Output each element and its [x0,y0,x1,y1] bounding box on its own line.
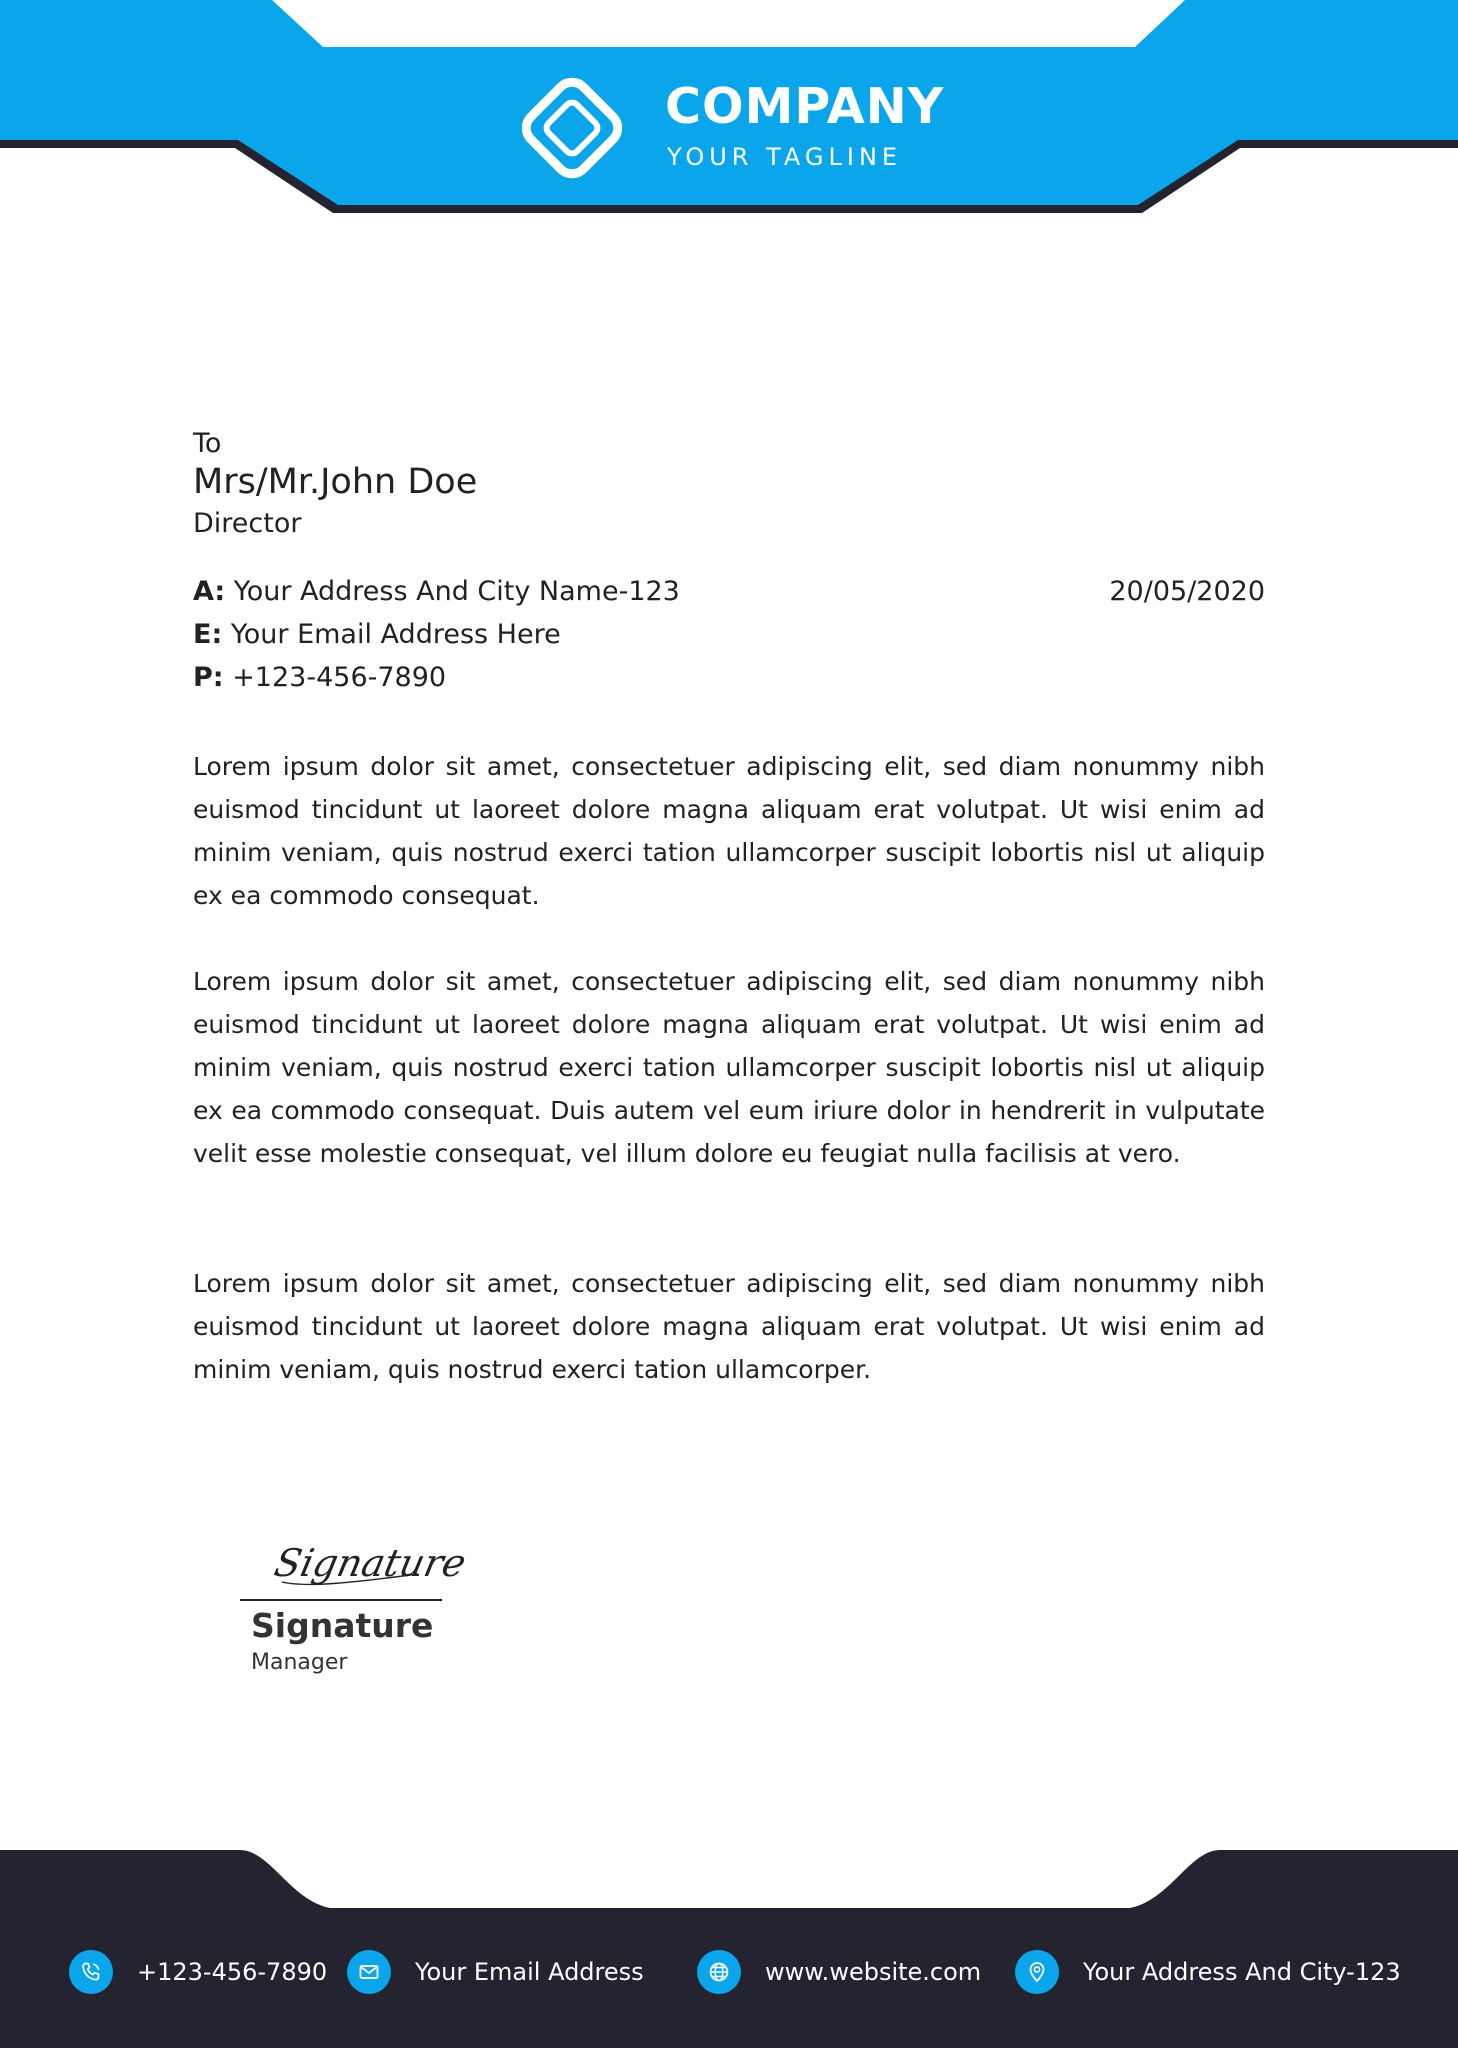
signer-name: Signature [251,1606,434,1645]
letter-date: 20/05/2020 [1109,576,1265,607]
address-value: Your Address And City Name-123 [233,576,680,607]
map-pin-icon [1015,1950,1059,1994]
footer-email-text: Your Email Address [415,1958,644,1986]
phone-icon [69,1950,113,1994]
footer-phone[interactable] [69,1950,327,1994]
footer-band [0,1850,1458,2048]
company-name: COMPANY [665,78,945,135]
globe-icon [697,1950,741,1994]
rounded-diamond-icon [510,66,634,190]
body-paragraph: Lorem ipsum dolor sit amet, consectetuer adipiscing elit, sed diam nonummy nibh euismod tincidunt ut laoreet dolore magna aliquam erat volutpat. Ut wisi enim ad minim veniam, quis nostrud exerci tation ullamcorper suscipit lobortis nisl ut aliquip ex ea commodo consequat. Duis autem vel eum iriure dolor in hendrerit in vulputate velit esse molestie consequat, vel illum dolore eu feugiat nulla facilisis at vero. [193,967,1265,1168]
contact-phone [193,662,446,693]
body-paragraph: Lorem ipsum dolor sit amet, consectetuer adipiscing elit, sed diam nonummy nibh euismod tincidunt ut laoreet dolore magna aliquam erat volutpat. Ut wisi enim ad minim veniam, quis nostrud exerci tation ullamcorper. [193,1269,1265,1384]
email-value: Your Email Address Here [230,619,561,650]
signer-role: Manager [251,1650,348,1675]
phone-value: +123-456-7890 [232,662,447,693]
company-tagline: YOUR TAGLINE [667,143,903,171]
footer-white-notch [240,1850,1218,1906]
recipient-title: Director [193,508,302,539]
svg-text:Signature: Signature [270,1541,470,1586]
footer-address[interactable] [1015,1950,1401,1994]
address-key: A: [193,576,226,607]
email-key: E: [193,619,223,650]
footer-address-text: Your Address And City-123 [1083,1958,1401,1986]
footer-website-text: www.website.com [765,1958,982,1986]
handwritten-signature [268,1522,470,1598]
phone-key: P: [193,662,224,693]
footer-email[interactable] [347,1950,644,1994]
footer-phone-text: +123-456-7890 [137,1958,328,1986]
signature-line [240,1599,442,1601]
recipient-name: Mrs/Mr.John Doe [193,462,478,502]
body-paragraph: Lorem ipsum dolor sit amet, consectetuer adipiscing elit, sed diam nonummy nibh euismod tincidunt ut laoreet dolore magna aliquam erat volutpat. Ut wisi enim ad minim veniam, quis nostrud exerci tation ullamcorper suscipit lobortis nisl ut aliquip ex ea commodo consequat. [193,752,1265,910]
footer-website[interactable] [697,1950,981,1994]
to-label: To [193,428,222,459]
contact-email [193,619,561,650]
contact-address [193,576,680,607]
envelope-icon [347,1950,391,1994]
